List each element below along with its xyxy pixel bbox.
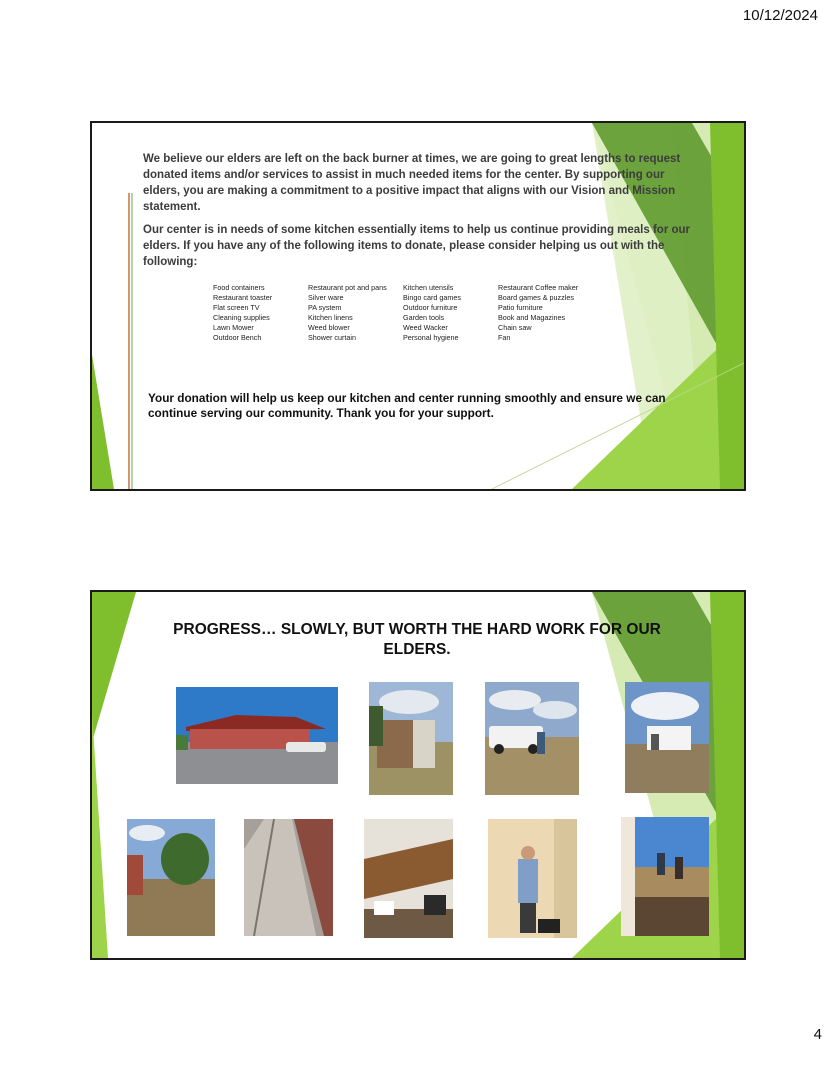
donation-item: Restaurant Coffee maker xyxy=(498,283,579,292)
slide1-body xyxy=(143,151,693,277)
donation-item: Weed Wacker xyxy=(403,323,448,332)
donation-item: Patio furniture xyxy=(498,303,543,312)
donation-item: Board games & puzzles xyxy=(498,293,574,302)
photo-building xyxy=(176,687,338,784)
photo-sidewalk xyxy=(244,819,333,936)
donation-item: Restaurant toaster xyxy=(213,293,273,302)
donation-item: Flat screen TV xyxy=(213,303,260,312)
closing-statement: Your donation will help us keep our kitchen and center running smoothly and ensure we can continue serving our community. Thank you for your support. xyxy=(148,391,666,420)
donation-item: Fan xyxy=(498,333,511,342)
donation-item: Garden tools xyxy=(403,313,445,322)
photo-white-shed xyxy=(625,682,709,793)
request-paragraph: Our center is in needs of some kitchen essentially items to help us continue providing meals for our elders. If you have any of the following items to donate, please consider helping us out with the following: xyxy=(143,224,691,268)
photo-clearing-yard xyxy=(621,817,709,936)
donation-item: Weed blower xyxy=(308,323,350,332)
donation-item: Chain saw xyxy=(498,323,532,332)
slide2-title: PROGRESS… SLOWLY, BUT WORTH THE HARD WORK FOR OUR ELDERS. xyxy=(173,621,661,658)
photo-pickup-truck xyxy=(485,682,579,795)
header-date: 10/12/2024 xyxy=(742,7,818,24)
donation-item: Restaurant pot and pans xyxy=(308,283,387,292)
donation-item: Food containers xyxy=(213,283,265,292)
page-number: 4 xyxy=(813,1026,822,1043)
donation-item: Silver ware xyxy=(308,293,344,302)
photo-storage-room xyxy=(364,819,453,938)
photo-painting-wall xyxy=(488,819,577,938)
donation-items-list xyxy=(213,283,593,343)
donation-item: Book and Magazines xyxy=(498,313,566,322)
donation-item: Cleaning supplies xyxy=(213,313,270,322)
donation-item: Personal hygiene xyxy=(403,333,459,342)
slide-progress-photos xyxy=(90,590,746,960)
donation-item: Shower curtain xyxy=(308,333,356,342)
donation-item: Kitchen linens xyxy=(308,313,353,322)
donation-item: Lawn Mower xyxy=(213,323,254,332)
donation-item: Outdoor Bench xyxy=(213,333,262,342)
donation-item: Kitchen utensils xyxy=(403,283,454,292)
donation-item: Outdoor furniture xyxy=(403,303,458,312)
photo-wooden-shed xyxy=(369,682,453,795)
intro-paragraph: We believe our elders are left on the back burner at times, we are going to great lengths to request donated items and/or services to assist in much needed items for the center. By supporting our elders, you are making a commitment to a positive impact that aligns with our Vision and Mission statement. xyxy=(143,153,681,213)
slide-donation-request xyxy=(90,121,746,491)
donation-item: PA system xyxy=(308,303,342,312)
donation-item: Bingo card games xyxy=(403,293,461,302)
photo-tree-yard xyxy=(127,819,215,936)
